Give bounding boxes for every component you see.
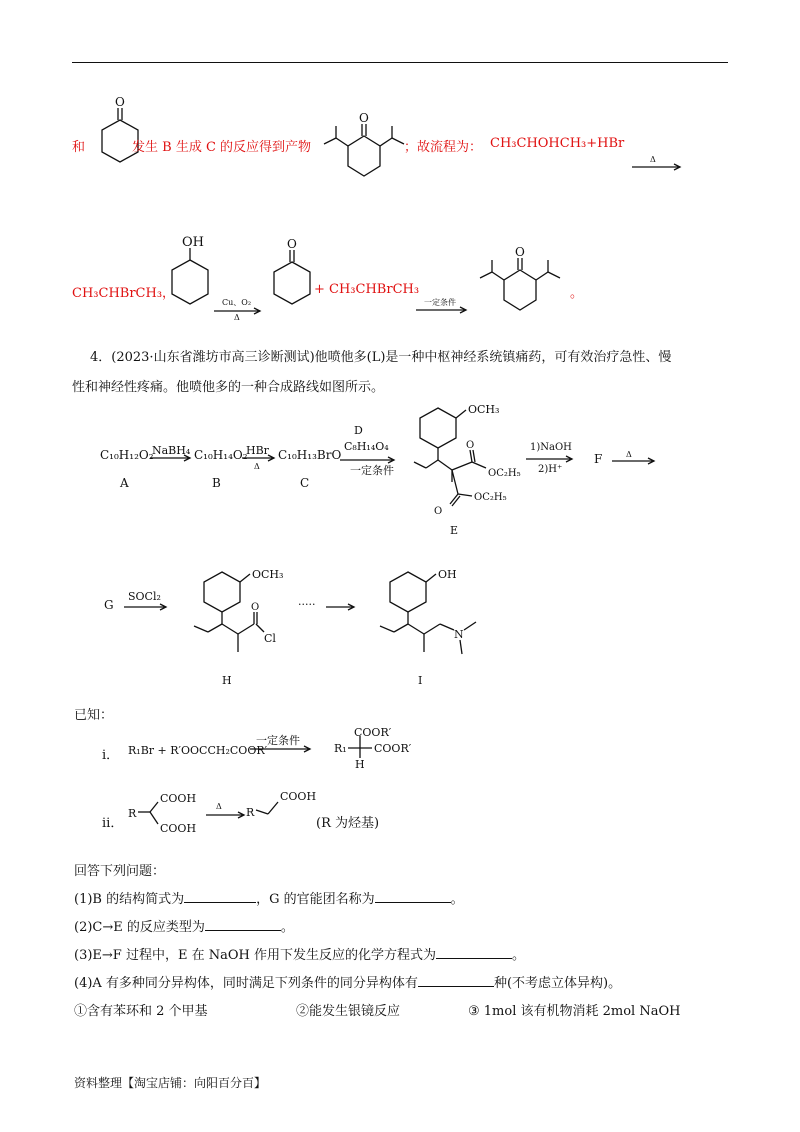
cond-ce: 一定条件 <box>350 464 394 477</box>
and-text: 和 <box>72 140 86 155</box>
end-mark: 。 <box>570 286 584 301</box>
reagent-hbr: HBr <box>246 444 269 457</box>
question-2: (2)C→E 的反应类型为 。 <box>74 916 294 935</box>
delta-label-2: Δ <box>234 313 240 322</box>
svg-text:R: R <box>128 807 137 820</box>
question-number: 4． <box>90 350 112 365</box>
arrow-ef <box>526 454 574 464</box>
carbonyl-o: O <box>115 95 125 109</box>
reaction-description: 发生 B 生成 C 的反应得到产物 <box>132 140 312 155</box>
compound-i-label: I <box>418 674 423 687</box>
svg-text:O: O <box>251 602 260 613</box>
arrow-ab <box>150 453 192 463</box>
condition-1: ①含有苯环和 2 个甲基 <box>74 1004 208 1019</box>
known-i-r1: R₁ <box>334 742 347 755</box>
known-i-h: H <box>355 758 365 771</box>
svg-text:R: R <box>246 806 255 819</box>
reagent-socl2: SOCl₂ <box>128 590 161 603</box>
known-ii-delta: Δ <box>216 802 222 811</box>
compound-f-label: F <box>594 452 603 466</box>
compound-b-formula: C₁₀H₁₄O₂ <box>194 448 248 462</box>
q4-blank[interactable] <box>418 972 494 987</box>
q2-blank[interactable] <box>205 916 281 931</box>
known-i-number: ⅰ． <box>102 748 120 763</box>
compound-d-label: D <box>354 424 363 437</box>
arrow-1 <box>632 162 682 172</box>
svg-text:O: O <box>359 111 369 125</box>
known-i-coor-top: COOR′ <box>354 726 392 739</box>
footer-source: 资料整理【淘宝店铺：向阳百分百】 <box>74 1076 267 1090</box>
known-ii-cooh-1: COOH <box>160 792 197 805</box>
dots: ····· <box>298 598 316 611</box>
arrow-3 <box>416 305 468 315</box>
cond-label-1: 一定条件 <box>424 298 456 307</box>
reagent-naoh: 1)NaOH <box>530 442 572 453</box>
compound-a-label: A <box>120 476 129 490</box>
known-ii-number: ⅱ． <box>102 816 124 831</box>
compound-h-label: H <box>222 674 232 687</box>
svg-text:OH: OH <box>438 568 457 581</box>
svg-text:Cl: Cl <box>264 632 276 645</box>
cyclohexanol-structure <box>160 232 220 322</box>
known-ii-cooh-2: COOH <box>160 822 197 835</box>
known-ii-note: (R 为烃基) <box>316 816 380 831</box>
diisopropylcyclohexanone-structure-2 <box>470 244 580 334</box>
reactant-1: CH₃CHOHCH₃+HBr <box>490 136 625 151</box>
compound-i-structure <box>366 560 516 670</box>
product-1: CH₃CHBrCH₃， <box>72 286 176 301</box>
question-source: (2023·山东省潍坊市高三诊断测试) <box>111 350 315 365</box>
svg-text:O: O <box>515 245 525 259</box>
q1-blank-g[interactable] <box>375 888 451 903</box>
compound-g-label: G <box>104 598 114 612</box>
arrow-known-i <box>250 744 312 754</box>
svg-text:OC₂H₅: OC₂H₅ <box>474 492 507 503</box>
arrow-hi <box>326 602 356 612</box>
flow-label: ；故流程为： <box>404 140 483 155</box>
condition-3: ③ 1mol 该有机物消耗 2mol NaOH <box>468 1004 681 1019</box>
cu-o2-label: Cu、O₂ <box>222 298 252 307</box>
arrow-fg <box>612 456 656 466</box>
cyclohexanone-structure-2 <box>262 236 322 326</box>
question-intro-2: 性和神经性疼痛。他喷他多的一种合成路线如图所示。 <box>72 380 385 395</box>
intro-text-1: 他喷他多(L)是一种中枢神经系统镇痛药，可有效治疗急性、慢 <box>314 350 672 365</box>
svg-text:OCH₃: OCH₃ <box>252 568 284 581</box>
answer-prompt: 回答下列问题： <box>74 864 166 879</box>
compound-b-label: B <box>212 476 221 490</box>
question-1: (1)B 的结构简式为 ，G 的官能团名称为 。 <box>74 888 464 907</box>
svg-text:OCH₃: OCH₃ <box>468 403 500 416</box>
compound-c-formula: C₁₀H₁₃BrO <box>278 448 342 462</box>
compound-e-structure <box>400 396 540 536</box>
compound-e-label: E <box>450 524 459 537</box>
known-i-reactants: R₁Br + R′OOCCH₂COOR′ <box>128 744 268 757</box>
delta-label-1: Δ <box>650 155 656 164</box>
answer-line-1 <box>72 96 712 186</box>
known-ii-cooh-product: COOH <box>280 790 317 803</box>
delta-bc: Δ <box>254 462 260 471</box>
known-i-coor-right: COOR′ <box>374 742 412 755</box>
plus-reagent: + CH₃CHBrCH₃ <box>314 282 420 297</box>
svg-text:O: O <box>466 440 475 451</box>
compound-a-formula: C₁₀H₁₂O₂ <box>100 448 154 462</box>
compound-h-structure <box>180 560 320 670</box>
reagent-nabh4: NaBH₄ <box>152 444 191 457</box>
svg-text:O: O <box>287 237 297 251</box>
known-i-condition: 一定条件 <box>256 734 300 747</box>
q3-blank[interactable] <box>436 944 512 959</box>
arrow-gh <box>124 602 168 612</box>
svg-text:N: N <box>454 628 464 641</box>
svg-text:O: O <box>434 506 443 517</box>
condition-2: ②能发生银镜反应 <box>296 1004 401 1019</box>
arrow-known-ii <box>206 810 246 820</box>
svg-text:OC₂H₅: OC₂H₅ <box>488 468 521 479</box>
header-rule <box>72 62 728 63</box>
question-3: (3)E→F 过程中，E 在 NaOH 作用下发生反应的化学方程式为 。 <box>74 944 525 963</box>
question-intro-1 <box>90 346 671 365</box>
delta-fg: Δ <box>626 450 632 459</box>
svg-text:OH: OH <box>182 235 204 250</box>
compound-c-label: C <box>300 476 310 490</box>
question-4: (4)A 有多种同分异构体，同时满足下列条件的同分异构体有 种(不考虑立体异构)。 <box>74 972 621 991</box>
q1-blank-b[interactable] <box>184 888 256 903</box>
known-title: 已知： <box>74 708 114 723</box>
compound-d-formula: C₈H₁₄O₄ <box>344 440 389 453</box>
reagent-hplus: 2)H⁺ <box>538 464 563 475</box>
